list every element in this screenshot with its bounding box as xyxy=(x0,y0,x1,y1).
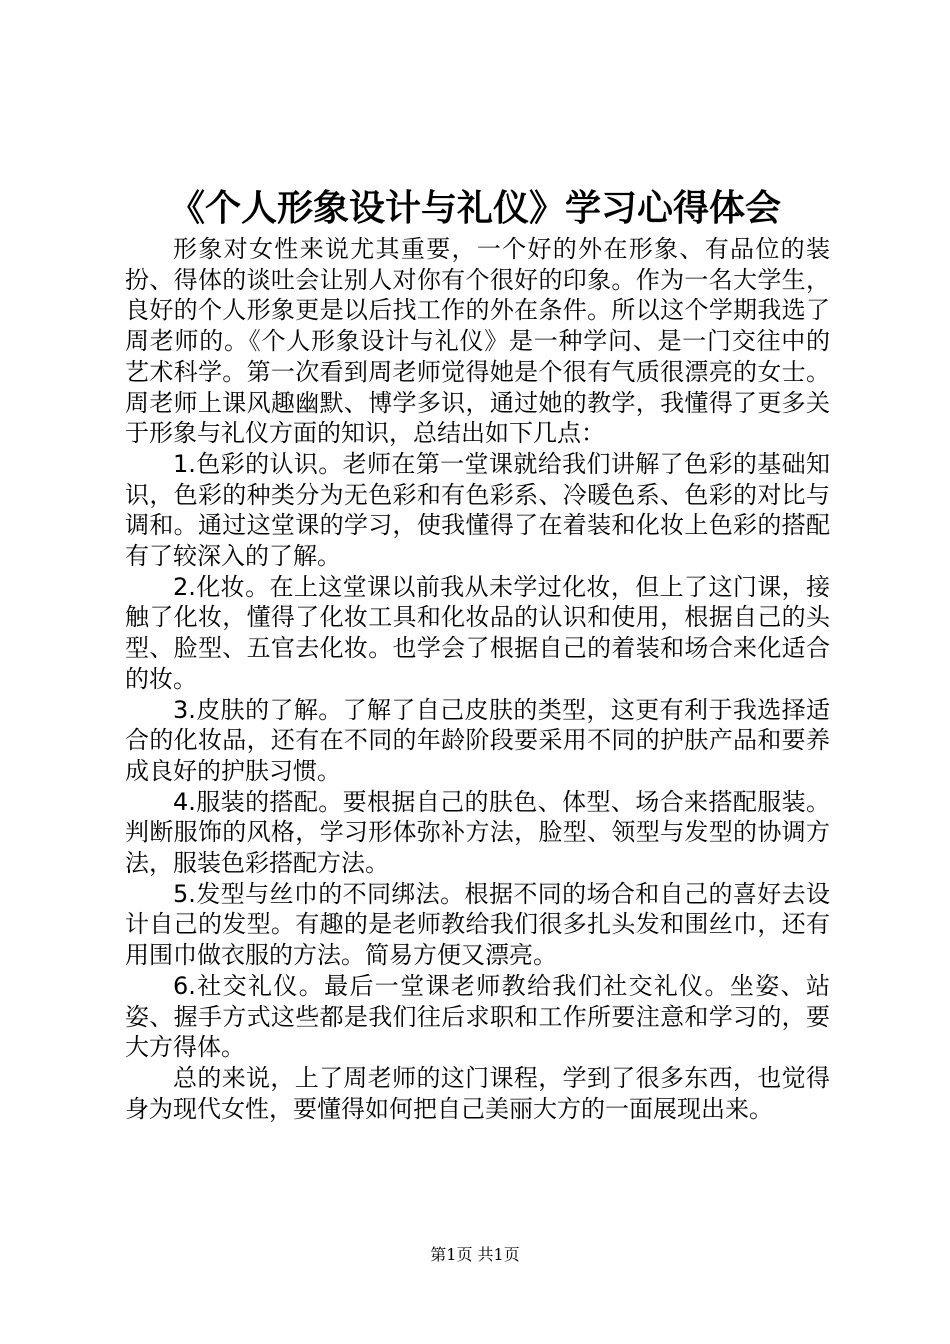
paragraph-point-4: 4.服装的搭配。要根据自己的肤色、体型、场合来搭配服装。判断服饰的风格，学习形体弥补方法，脸型、领型与发型的协调方法，服装色彩搭配方法。 xyxy=(125,787,830,878)
document-title: 《个人形象设计与礼仪》学习心得体会 xyxy=(168,187,781,229)
document-body xyxy=(125,234,830,1124)
paragraph-point-6: 6.社交礼仪。最后一堂课老师教给我们社交礼仪。坐姿、站姿、握手方式这些都是我们往后求职和工作所要注意和学习的，要大方得体。 xyxy=(125,971,830,1062)
paragraph-point-2: 2.化妆。在上这堂课以前我从未学过化妆，但上了这门课，接触了化妆，懂得了化妆工具和化妆品的认识和使用，根据自己的头型、脸型、五官去化妆。也学会了根据自己的着装和场合来化适合的妆。 xyxy=(125,572,830,693)
paragraph-point-3: 3.皮肤的了解。了解了自己皮肤的类型，这更有利于我选择适合的化妆品，还有在不同的年龄阶段要采用不同的护肤产品和要养成良好的护肤习惯。 xyxy=(125,695,830,785)
page-footer: 第1页 共1页 xyxy=(430,1245,520,1264)
paragraph-point-1: 1.色彩的认识。老师在第一堂课就给我们讲解了色彩的基础知识，色彩的种类分为无色彩和有色彩系、冷暖色系、色彩的对比与调和。通过这堂课的学习，使我懂得了在着装和化妆上色彩的搭配有了较深入的了解。 xyxy=(125,449,830,571)
paragraph-conclusion: 总的来说，上了周老师的这门课程，学到了很多东西，也觉得身为现代女性，要懂得如何把自己美丽大方的一面展现出来。 xyxy=(125,1063,830,1123)
paragraph-intro: 形象对女性来说尤其重要，一个好的外在形象、有品位的装扮、得体的谈吐会让别人对你有个很好的印象。作为一名大学生，良好的个人形象更是以后找工作的外在条件。所以这个学期我选了周老师的。《个人形象设计与礼仪》是一种学问、是一门交往中的艺术科学。第一次看到周老师觉得她是个很有气质很漂亮的女士。周老师上课风趣幽默、博学多识，通过她的教学，我懂得了更多关于形象与礼仪方面的知识，总结出如下几点： xyxy=(125,235,830,448)
paragraph-point-5: 5.发型与丝巾的不同绑法。根据不同的场合和自己的喜好去设计自己的发型。有趣的是老师教给我们很多扎头发和围丝巾，还有用围巾做衣服的方法。简易方便又漂亮。 xyxy=(125,879,830,970)
